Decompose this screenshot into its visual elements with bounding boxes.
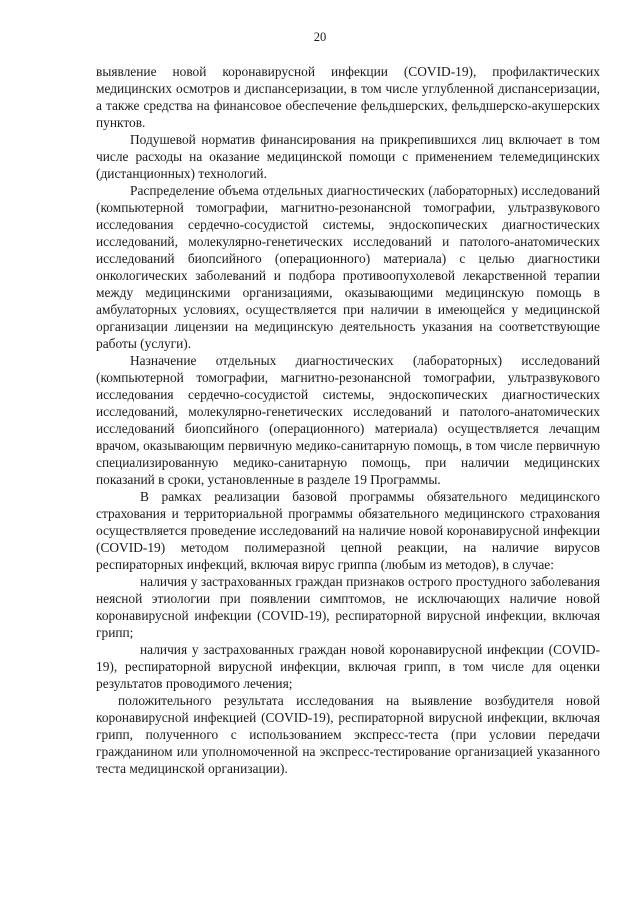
paragraph: Подушевой норматив финансирования на прикрепившихся лиц включает в том числе расходы на оказание медицинской помощи с применением телемедицинских (дистанционных) технологий. [96, 132, 600, 181]
paragraph: выявление новой коронавирусной инфекции (COVID-19), профилактических медицинских осмотров и диспансеризации, в том числе углубленной диспансеризации, а также средства на финансовое обеспечение фельдшерских, фельдшерско-акушерских пунктов. [96, 64, 600, 130]
document-body [96, 63, 600, 777]
paragraph: Распределение объема отдельных диагностических (лабораторных) исследований (компьютерной томографии, магнитно-резонансной томографии, ультразвукового исследования сердечно-сосудистой системы, эндоскопических диагностических исследований, молекулярно-генетических исследований и патолого-анатомических исследований биопсийного (операционного) материала) с целью диагностики онкологических заболеваний и подбора противоопухолевой лекарственной терапии между медицинскими организациями, оказывающими медицинскую помощь в амбулаторных условиях, осуществляется при наличии в имеющейся у медицинской организации лицензии на медицинскую деятельность указания на соответствующие работы (услуги). [96, 183, 600, 351]
list-item: положительного результата исследования на выявление возбудителя новой коронавирусной инфекцией (COVID-19), респираторной вирусной инфекции, включая грипп, полученного с использованием экспресс-теста (при условии передачи гражданином или уполномоченной на экспресс-тестирование организацией указанного теста медицинской организации). [96, 693, 600, 776]
paragraph: Назначение отдельных диагностических (лабораторных) исследований (компьютерной томографии, магнитно-резонансной томографии, ультразвукового исследования сердечно-сосудистой системы, эндоскопических диагностических исследований, молекулярно-генетических исследований и патолого-анатомических исследований биопсийного (операционного) материала) осуществляется лечащим врачом, оказывающим первичную медико-санитарную помощь, в том числе первичную специализированную медико-санитарную помощь, при наличии медицинских показаний в сроки, установленные в разделе 19 Программы. [96, 353, 600, 487]
list-item: наличия у застрахованных граждан признаков острого простудного заболевания неясной этиологии при появлении симптомов, не исключающих наличие новой коронавирусной инфекции (COVID-19), респираторной вирусной инфекции, включая грипп; [96, 574, 600, 640]
list-item: наличия у застрахованных граждан новой коронавирусной инфекции (COVID-19), респираторной вирусной инфекции, включая грипп, в том числе для оценки результатов проводимого лечения; [96, 642, 600, 691]
page-number: 20 [313, 30, 327, 44]
paragraph: В рамках реализации базовой программы обязательного медицинского страхования и территориальной программы обязательного медицинского страхования осуществляется проведение исследований на наличие новой коронавирусной инфекции (COVID-19) методом полимеразной цепной реакции, на наличие вирусов респираторных инфекций, включая вирус гриппа (любым из методов), в случае: [96, 489, 600, 572]
